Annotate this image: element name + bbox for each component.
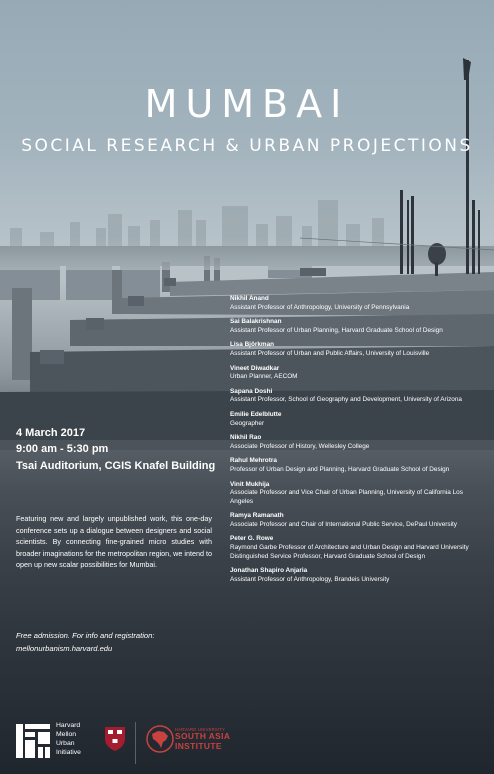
speaker-role: Assistant Professor of Urban Planning, Harvard Graduate School of Design	[230, 326, 443, 334]
hmui-line: Initiative	[56, 748, 81, 756]
speaker-name: Sapana Doshi	[230, 387, 273, 395]
speaker-name: Peter G. Rowe	[230, 535, 274, 543]
speaker-item	[230, 535, 478, 561]
speaker-role: Associate Professor and Vice Chair of Urban Planning, University of California Los Angeles	[230, 489, 463, 505]
harvard-shield-icon	[104, 726, 126, 752]
speaker-role: Urban Planner, AECOM	[230, 373, 298, 381]
event-date: 4 March 2017	[16, 427, 86, 439]
poster-subtitle: SOCIAL RESEARCH & URBAN PROJECTIONS	[21, 136, 473, 156]
sai-name-line: INSTITUTE	[175, 740, 222, 751]
speaker-role: Assistant Professor of Anthropology, Brandeis University	[230, 575, 390, 583]
hmui-line: Mellon	[56, 730, 77, 738]
speaker-item	[230, 341, 478, 358]
hmui-line: Harvard	[56, 722, 81, 729]
speaker-name: Ramya Ramanath	[230, 512, 284, 520]
speaker-role: Associate Professor of History, Wellesley College	[230, 442, 370, 450]
event-venue: Tsai Auditorium, CGIS Knafel Building	[16, 460, 216, 472]
poster-title: MUMBAI	[144, 82, 350, 126]
hmui-line: Urban	[56, 739, 75, 747]
speaker-role: Assistant Professor of Anthropology, University of Pennsylvania	[230, 303, 410, 311]
speaker-role: Raymond Garbe Professor of Architecture and Urban Design and Harvard University Distinguished Service Professor, Harvard Graduate School of Design	[230, 544, 469, 560]
speaker-item	[230, 295, 478, 312]
speaker-name: Vineet Diwadkar	[230, 364, 280, 372]
speaker-item	[230, 365, 478, 382]
speaker-role: Geographer	[230, 419, 265, 427]
speaker-name: Lisa Björkman	[230, 341, 275, 349]
speaker-role: Professor of Urban Design and Planning, Harvard Graduate School of Design	[230, 465, 450, 473]
admission-text: Free admission. For info and registration:	[16, 631, 155, 640]
sponsor-logos	[16, 718, 316, 768]
speaker-item	[230, 434, 478, 451]
speaker-name: Nikhil Anand	[230, 295, 269, 302]
speaker-role: Assistant Professor of Urban and Public Affairs, University of Louisville	[230, 349, 430, 357]
event-time: 9:00 am - 5:30 pm	[16, 443, 109, 455]
speaker-name: Nikhil Rao	[230, 434, 262, 442]
sai-university: HARVARD UNIVERSITY	[175, 727, 225, 732]
event-description: Featuring new and largely unpublished work, this one-day conference sets up a dialogue between designers and social scientists. By connecting fine-grained micro studies with broader imaginations for the metropolitan region, we intend to open up new scalar possibilities for Mumbai.	[16, 514, 212, 570]
sai-map-mark-icon	[146, 724, 174, 754]
speaker-item	[230, 567, 478, 584]
sai-wordmark	[175, 727, 335, 751]
speaker-list	[230, 295, 478, 590]
speaker-name: Emilie Edelblutte	[230, 410, 282, 418]
speaker-item	[230, 411, 478, 428]
speaker-name: Rahul Mehrotra	[230, 457, 277, 465]
speaker-item	[230, 388, 478, 405]
hmui-wordmark	[56, 722, 81, 758]
speaker-name: Vinit Mukhija	[230, 480, 270, 488]
speaker-role: Associate Professor and Chair of International Public Service, DePaul University	[230, 520, 457, 528]
speaker-item	[230, 481, 478, 507]
speaker-item	[230, 318, 478, 335]
logo-divider	[135, 722, 136, 764]
registration-link[interactable]: mellonurbanism.harvard.edu	[16, 643, 113, 653]
speaker-name: Sai Balakrishnan	[230, 318, 282, 326]
speaker-name: Jonathan Shapiro Anjaria	[230, 567, 308, 575]
speaker-item	[230, 457, 478, 474]
hmui-grid-mark-icon	[16, 724, 50, 758]
sai-name-line: SOUTH ASIA	[175, 731, 231, 741]
admission-info	[16, 630, 216, 655]
speaker-item	[230, 512, 478, 529]
speaker-role: Assistant Professor, School of Geography and Development, University of Arizona	[230, 396, 462, 404]
